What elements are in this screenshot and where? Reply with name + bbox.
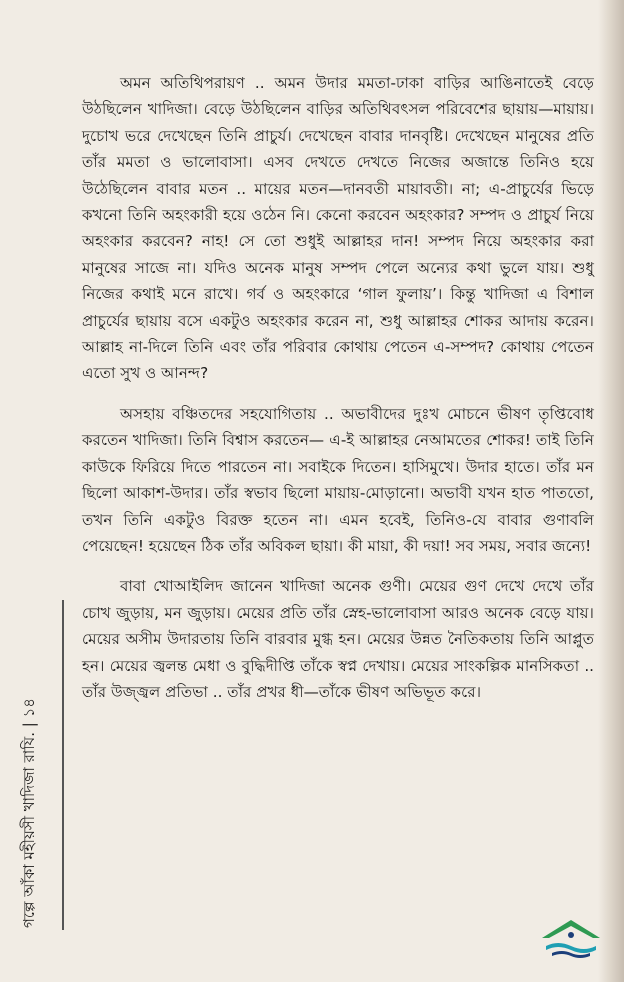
running-header — [18, 538, 43, 928]
paragraph-3: বাবা খোআইলিদ জানেন খাদিজা অনেক গুণী। মেয়ের গুণ দেখে দেখে তাঁর চোখ জুড়ায়, মন জুড়ায়। মেয়ের প্রতি তাঁর স্নেহ-ভালোবাসা আরও অনেক বেড়ে যায়। মেয়ের অসীম উদারতায় তিনি বারবার মুগ্ধ হন। মেয়ের উন্নত নৈতিকতায় তিনি আপ্লুত হন। মেয়ের জ্বলন্ত মেধা ও বুদ্ধিদীপ্তি তাঁকে স্বপ্ন দেখায়। মেয়ের সাংকল্পিক মানসিকতা .. তাঁর উজ্জ্বল প্রতিভা .. তাঁর প্রখর ধী—তাঁকে ভীষণ অভিভূত করে। — [82, 577, 594, 701]
logo-teal-wave — [546, 943, 596, 953]
body-text — [82, 70, 594, 705]
logo-dot — [568, 932, 574, 938]
publisher-logo-icon — [538, 916, 604, 960]
running-title: গল্পে আঁকা মহীয়সী খাদিজা রাযি. — [20, 732, 38, 928]
page-number: ১৪ — [20, 697, 38, 718]
paragraph-1: অমন অতিথিপরায়ণ .. অমন উদার মমতা-ঢাকা বাড়ির আঙিনাতেই বেড়ে উঠছিলেন খাদিজা। বেড়ে উঠছিলেন বাড়ির অতিথিবৎসল পরিবেশের ছায়ায়—মায়ায়। দুচোখ ভরে দেখেছেন তিনি প্রাচুর্য। দেখেছেন বাবার দানবৃষ্টি। দেখেছেন মানুষের প্রতি তাঁর মমতা ও ভালোবাসা। এসব দেখতে দেখতে নিজের অজান্তে তিনিও হয়ে উঠেছিলেন বাবার মতন .. মায়ের মতন—দানবতী মায়াবতী। না; এ-প্রাচুর্যের ভিড়ে কখনো তিনি অহংকারী হয়ে ওঠেন নি। কেনো করবেন অহংকার? সম্পদ ও প্রাচুর্য নিয়ে অহংকার করবেন? নাহ! সে তো শুধুই আল্লাহর দান! সম্পদ নিয়ে অহংকার করা মানুষের সাজে না। যদিও অনেক মানুষ সম্পদ পেলে অন্যের কথা ভুলে যায়। শুধু নিজের কথাই মনে রাখে। গর্ব ও অহংকারে ‘গাল ফুলায়’। কিন্তু খাদিজা এ বিশাল প্রাচুর্যের ছায়ায় বসে একটুও অহংকার করেন না, শুধু আল্লাহর শোকর আদায় করেন। আল্লাহ না-দিলে তিনি এবং তাঁর পরিবার কোথায় পেতেন এ-সম্পদ? কোথায় পেতেন এতো সুখ ও আনন্দ? — [82, 74, 594, 383]
paragraph-2: অসহায় বঞ্চিতদের সহযোগিতায় .. অভাবীদের দুঃখ মোচনে ভীষণ তৃপ্তিবোধ করতেন খাদিজা। তিনি বিশ্বাস করতেন— এ-ই আল্লাহর নেআমতের শোকর! তাই তিনি কাউকে ফিরিয়ে দিতে পারতেন না। সবাইকে দিতেন। হাসিমুখে। উদার হাতে। তাঁর মন ছিলো আকাশ-উদার। তাঁর স্বভাব ছিলো মায়ায়-মোড়ানো। অভাবী যখন হাত পাততো, তখন তিনি একটুও বিরক্ত হতেন না। এমন হবেই, তিনিও-যে বাবার গুণাবলি পেয়েছেন! হয়েছেন ঠিক তাঁর অবিকল ছায়া। কী মায়া, কী দয়া! সব সময়, সবার জন্যে! — [82, 404, 594, 555]
margin-rule — [62, 600, 64, 930]
page-edge-shadow — [598, 0, 624, 982]
separator: | — [20, 717, 38, 728]
